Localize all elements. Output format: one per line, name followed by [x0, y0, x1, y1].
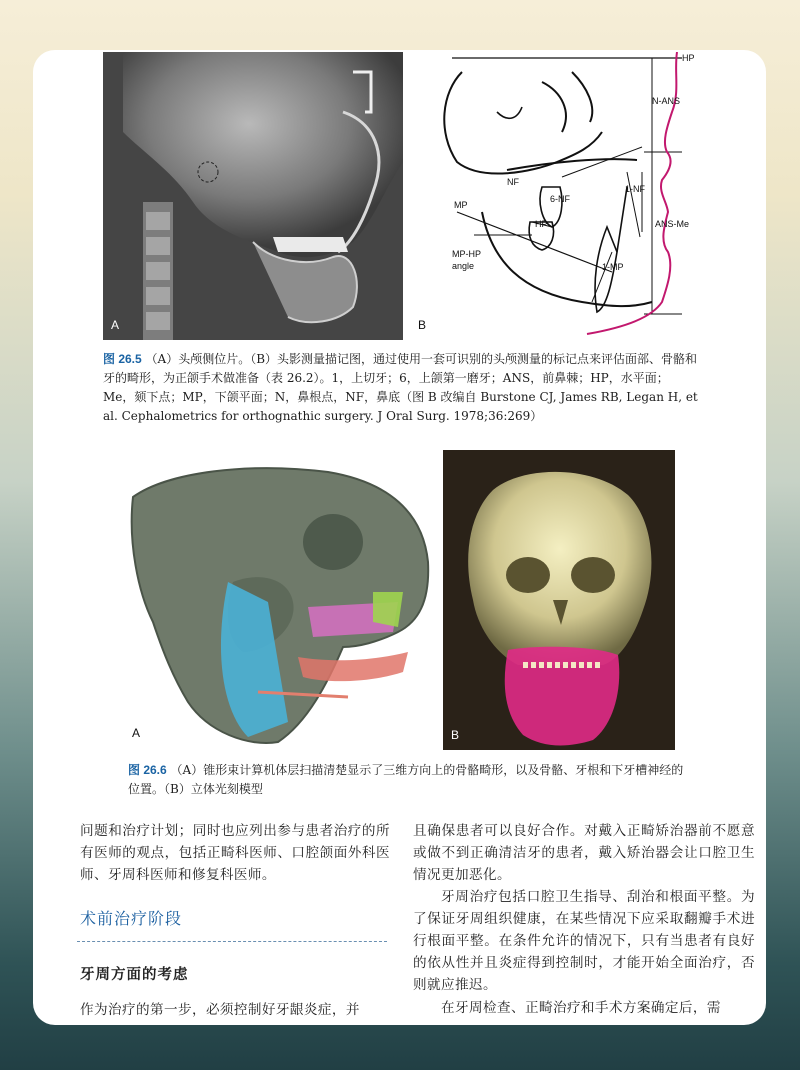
label-hp-small: HP: [535, 219, 548, 229]
label-1-nf: 1-NF: [625, 184, 645, 194]
panel-label-b-26-6: B: [451, 728, 460, 742]
figure-26-6-caption: [128, 761, 688, 799]
label-6-nf: 6-NF: [550, 194, 570, 204]
model-skull-drawing: [443, 450, 675, 750]
label-nf: NF: [507, 177, 519, 187]
label-n-ans: N-ANS: [652, 96, 681, 106]
section-divider: [77, 941, 387, 942]
cephalometric-tracing: [412, 52, 742, 340]
label-mp: MP: [454, 200, 468, 210]
right-column-paragraph-1: 且确保患者可以良好合作。对戴入正畸矫治器前不愿意或做不到正确清洁牙的患者，戴入矫治器会让口腔卫生情况更加恶化。: [413, 823, 755, 883]
label-angle: angle: [452, 261, 475, 271]
panel-label-a-26-6: A: [132, 726, 141, 740]
left-column-paragraph: 作为治疗的第一步，必须控制好牙龈炎症，并: [80, 1002, 360, 1018]
figure-26-5-caption: [103, 350, 698, 426]
stereolithographic-model-image: [443, 450, 675, 750]
xray-skull-drawing: [103, 52, 403, 340]
left-column-intro-paragraph: 问题和治疗计划；同时也应列出参与患者治疗的所有医师的观点，包括正畸科医师、口腔颌面外科医师、牙周科医师和修复科医师。: [80, 823, 390, 883]
cephalogram-xray-image: [103, 52, 403, 340]
label-ans-me: ANS-Me: [655, 219, 690, 229]
caption-text: （A）头颅侧位片。（B）头影测量描记图，通过使用一套可识别的头颅测量的标记点来评估面部、骨骼和牙的畸形，为正颌手术做准备（表 26.2）。1，上切牙；6，上颌第一磨牙；ANS，前鼻棘；HP，水平面；Me，颏下点；MP，下颌平面；N，鼻根点，NF，鼻底（图 B 改编自 Burstone CJ, James RB, Legan H, et al. Cephalometrics for orthognathic surgery. J Oral Surg. 1978;36:269）: [103, 352, 698, 423]
label-1-mp: 1-MP: [602, 262, 624, 272]
label-hp: HP: [682, 53, 695, 63]
caption-text-26-6: （A）锥形束计算机体层扫描清楚显示了三维方向上的骨骼畸形，以及骨骼、牙根和下牙槽神经的位置。（B）立体光刻模型: [128, 763, 684, 796]
tracing-drawing: [412, 52, 742, 340]
panel-label-b: B: [418, 318, 427, 332]
cbct-rendering-image: [128, 452, 438, 748]
mandible-outline: [482, 212, 652, 306]
caption-number: 图 26.5: [103, 352, 142, 366]
skull-outline: [444, 72, 602, 174]
cbct-skull-drawing: [128, 452, 438, 748]
label-mp-hp: MP-HP: [452, 249, 481, 259]
panel-label-a: A: [111, 318, 120, 332]
right-column-paragraph-2: 牙周治疗包括口腔卫生指导、刮治和根面平整。为了保证牙周组织健康，在某些情况下应采取翻瓣手术进行根面平整。在条件允许的情况下，只有当患者有良好的依从性并且炎症得到控制时，才能开始全面治疗，否则就应推迟。: [413, 889, 755, 993]
sub-heading-periodontal: 牙周方面的考虑: [80, 967, 189, 983]
section-heading-preoperative: 术前治疗阶段: [80, 909, 183, 928]
caption-number-26-6: 图 26.6: [128, 763, 167, 777]
right-column-paragraph-3: 在牙周检查、正畸治疗和手术方案确定后，需: [441, 1000, 721, 1016]
